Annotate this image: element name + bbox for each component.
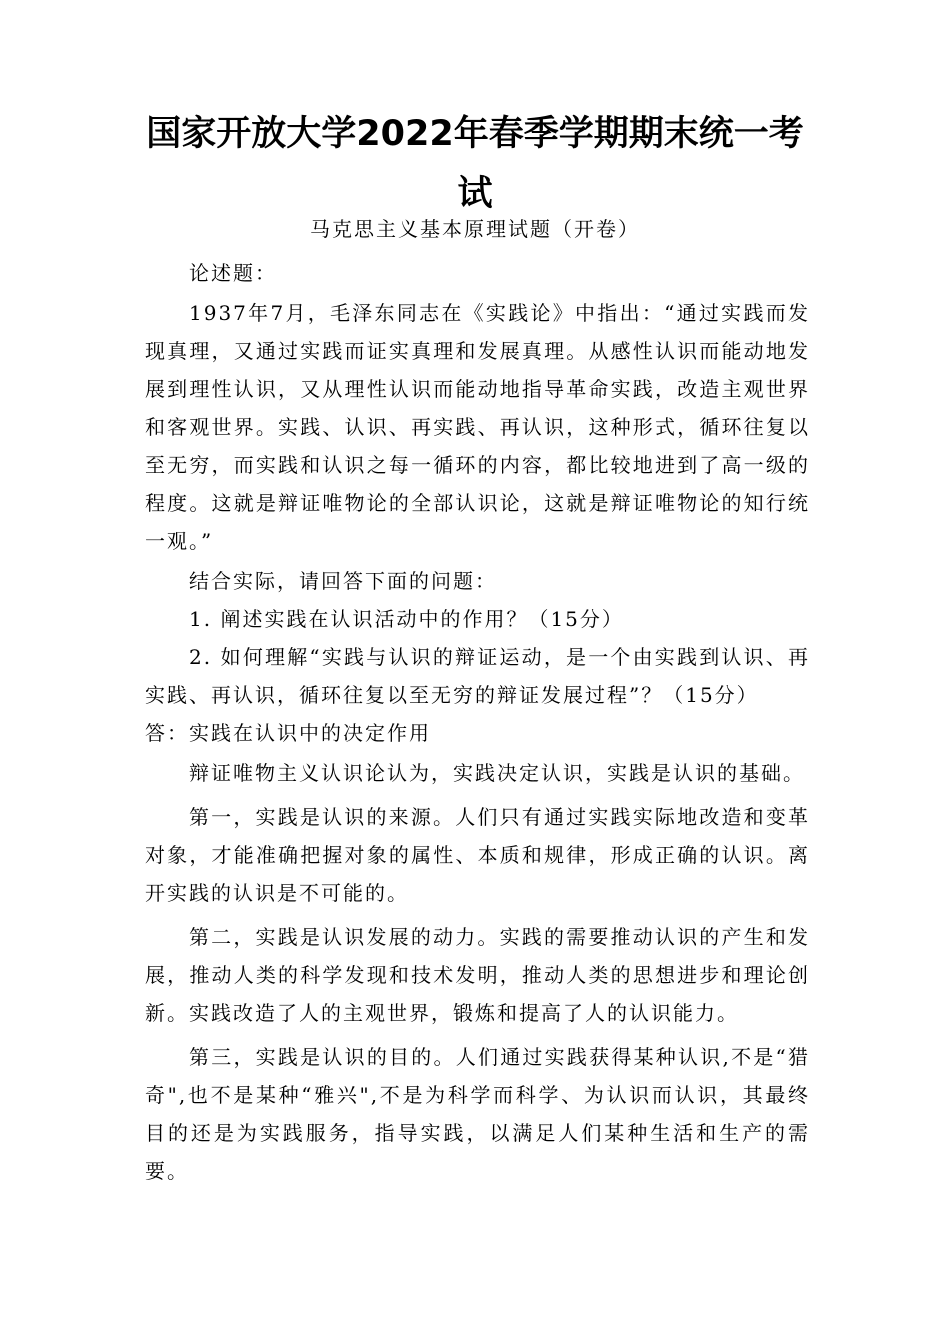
answer-heading: 答：实践在认识中的决定作用: [145, 721, 431, 745]
answer-paragraph-third: 第三，实践是认识的目的。人们通过实践获得某种认识,不是“猎奇",也不是某种“雅兴",不是为科学而科学、为认识而认识，其最终目的还是为实践服务，指导实践，以满足人们某种生活和生产的需要。: [145, 1045, 810, 1183]
instruction-paragraph: 结合实际，请回答下面的问题：: [189, 569, 497, 593]
answer-paragraph-first: 第一，实践是认识的来源。人们只有通过实践实际地改造和变革对象，才能准确把握对象的属性、本质和规律，形成正确的认识。离开实践的认识是不可能的。: [145, 805, 810, 905]
answer-paragraph-second: 第二，实践是认识发展的动力。实践的需要推动认识的产生和发展，推动人类的科学发现和技术发明，推动人类的思想进步和理论创新。实践改造了人的主观世界，锻炼和提高了人的认识能力。: [145, 925, 810, 1025]
quote-paragraph: 1937年7月，毛泽东同志在《实践论》中指出：“通过实践而发现真理，又通过实践而证实真理和发展真理。从感性认识而能动地发展到理性认识，又从理性认识而能动地指导革命实践，改造主观世界和客观世界。实践、认识、再实践、再认识，这种形式，循环往复以至无穷，而实践和认识之每一循环的内容，都比较地进到了高一级的程度。这就是辩证唯物论的全部认识论，这就是辩证唯物论的知行统一观。”: [145, 301, 810, 553]
answer-paragraph-intro: 辩证唯物主义认识论认为，实践决定认识，实践是认识的基础。: [189, 761, 805, 785]
exam-title: 国家开放大学2022年春季学期期末统一考试: [146, 114, 804, 214]
question-2: 2. 如何理解“实践与认识的辩证运动，是一个由实践到认识、再实践、再认识，循环往复以至无穷的辩证发展过程”？（15分）: [145, 645, 810, 707]
exam-subtitle: 马克思主义基本原理试题（开卷）: [310, 217, 640, 241]
section-heading: 论述题：: [189, 261, 277, 285]
document-body: [145, 254, 810, 1190]
question-1: 1. 阐述实践在认识活动中的作用？（15分）: [189, 607, 624, 631]
